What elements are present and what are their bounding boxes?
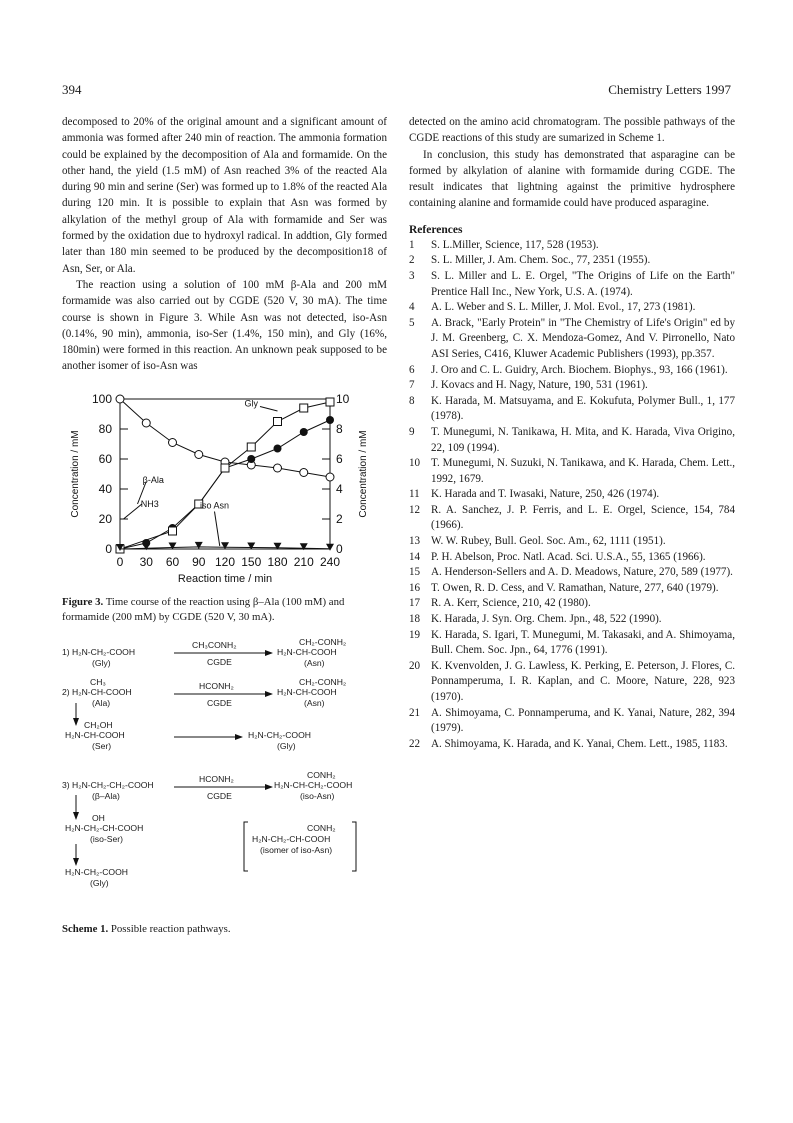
reference-number: 17	[409, 597, 421, 610]
reference-number: 16	[409, 581, 421, 594]
data-point-open-circle	[274, 464, 282, 472]
scheme-1	[62, 636, 387, 919]
figure-caption-label: Figure 3.	[62, 595, 104, 608]
y-tick-label-left: 80	[98, 421, 112, 436]
gly-2-label: (Gly)	[277, 740, 296, 751]
references-heading: References	[409, 223, 463, 236]
reference-number: 19	[409, 628, 421, 641]
reference-text: K. Harada, J. Syn. Org. Chem. Jpn., 48, 522 (1990).	[431, 613, 662, 626]
reference-number: 4	[409, 301, 415, 314]
journal-title: Chemistry Letters 1997	[608, 82, 731, 97]
reference-item	[409, 550, 735, 566]
reference-text: R. A. Sanchez, J. P. Ferris, and L. E. Orgel, Science, 154, 784 (1966).	[431, 503, 735, 532]
s2-product: H₂N-CH-COOH	[277, 686, 337, 697]
x-tick-label: 240	[319, 554, 341, 569]
right-paragraph-2: In conclusion, this study has demonstrated that asparagine can be formed by alkylation of alanine with formamide during CGDE. The result indicates that lightning against the primitive hydrosphere containing alanine and formamide could have produced asparagine.	[409, 148, 735, 210]
x-tick-label: 60	[165, 554, 180, 569]
reference-item	[409, 581, 735, 597]
reference-item	[409, 503, 735, 534]
s3-cond: CGDE	[207, 790, 232, 801]
reference-item	[409, 456, 735, 487]
chart	[62, 389, 387, 589]
arrow-nh3	[124, 504, 142, 519]
reference-text: A. Brack, "Early Protein" in "The Chemistry of Life's Origin" ed by J. M. Greenberg, C. X. Mendoza-Gomez, And V. Pirronello, Nato ASI Series, C416, Kluwer Academic Publishers (1993), pp.357.	[431, 316, 735, 360]
reference-item	[409, 612, 735, 628]
plot-frame	[120, 399, 330, 549]
reference-number: 2	[409, 254, 415, 267]
reference-text: W. W. Rubey, Bull. Geol. Soc. Am., 62, 1111 (1951).	[431, 535, 666, 548]
data-point-open-square	[221, 464, 229, 472]
scheme-caption-label: Scheme 1.	[62, 922, 109, 935]
y-tick-label-right: 4	[336, 481, 343, 496]
reference-text: T. Owen, R. D. Cess, and V. Ramathan, Nature, 277, 640 (1979).	[431, 581, 719, 594]
data-point-open-circle	[116, 395, 124, 403]
y-tick-label-right: 0	[336, 541, 343, 556]
right-column	[409, 114, 735, 752]
s2-prod-top: CH₂-CONH₂	[299, 676, 347, 687]
reference-text: T. Munegumi, N. Tanikawa, H. Mita, and K. Harada, Viva Origino, 22, 109 (1994).	[431, 425, 735, 454]
data-point-filled-circle	[247, 455, 255, 463]
reference-item	[409, 253, 735, 269]
x-tick-label: 90	[192, 554, 206, 569]
data-point-open-circle	[300, 468, 308, 476]
reference-number: 18	[409, 613, 421, 626]
reference-item	[409, 269, 735, 300]
reference-text: A. L. Weber and S. L. Miller, J. Mol. Evol., 17, 273 (1981).	[431, 301, 696, 314]
x-tick-label: 180	[267, 554, 288, 569]
annotation-gly: Gly	[244, 398, 258, 409]
reference-text: S. L. Miller and L. E. Orgel, "The Origins of Life on the Earth" Prentice Hall Inc., New York, U.S. A. (1974).	[431, 269, 735, 298]
s1-cond: CGDE	[207, 656, 232, 667]
data-point-open-circle	[195, 450, 203, 458]
reference-item	[409, 425, 735, 456]
reference-text: J. Oro and C. L. Guidry, Arch. Biochem. Biophys., 93, 166 (1961).	[431, 363, 728, 376]
iso-label: (isomer of iso-Asn)	[260, 844, 333, 855]
s1-reagent: CH₃CONH₂	[192, 639, 237, 650]
data-point-filled-triangle	[247, 542, 255, 549]
figure-caption	[62, 595, 387, 625]
s2-ala: (Ala)	[92, 697, 111, 708]
s2-asn: (Asn)	[304, 697, 325, 708]
data-point-open-circle	[169, 438, 177, 446]
data-point-filled-triangle	[195, 542, 203, 549]
x-axis-label: Reaction time / min	[177, 572, 273, 585]
data-point-filled-circle	[300, 428, 308, 436]
data-point-open-circle	[326, 473, 334, 481]
reference-item	[409, 534, 735, 550]
reference-number: 6	[409, 363, 415, 376]
data-point-filled-circle	[274, 444, 282, 452]
reference-number: 7	[409, 379, 415, 392]
y-tick-label-left: 60	[98, 451, 112, 466]
reference-number: 5	[409, 316, 415, 329]
s2-reactant: 2) H₂N-CH-COOH	[62, 686, 132, 697]
reference-item	[409, 300, 735, 316]
s1-prod-top: CH₂-CONH₂	[299, 636, 347, 647]
x-tick-label: 210	[293, 554, 314, 569]
reference-item	[409, 487, 735, 503]
s3-prod-top: CONH₂	[307, 769, 336, 780]
reference-number: 14	[409, 550, 421, 563]
s1-reactant: 1) H₂N-CH₂-COOH	[62, 646, 136, 657]
reference-item	[409, 565, 735, 581]
s3-isoasn: (iso-Asn)	[300, 790, 335, 801]
reference-text: S. L. Miller, J. Am. Chem. Soc., 77, 2351 (1955).	[431, 254, 651, 267]
reference-text: T. Munegumi, N. Suzuki, N. Tanikawa, and K. Harada, Chem. Lett., 1992, 1679.	[431, 457, 735, 485]
y-tick-label-left: 100	[91, 391, 112, 406]
reference-text: K. Harada, S. Igari, T. Munegumi, M. Takasaki, and A. Shimoyama, Bull. Chem. Soc. Jpn., 64, 1776 (1991).	[431, 628, 735, 657]
data-point-open-square	[169, 527, 177, 535]
reference-item	[409, 737, 735, 753]
ser-label: (Ser)	[92, 740, 112, 751]
y-tick-label-right: 10	[336, 391, 350, 406]
ser-top: CH₂OH	[84, 719, 113, 730]
reference-text: R. A. Kerr, Science, 210, 42 (1980).	[431, 597, 591, 610]
reference-number: 3	[409, 269, 415, 282]
data-point-filled-triangle	[221, 542, 229, 549]
reference-text: K. Harada and T. Iwasaki, Nature, 250, 426 (1974).	[431, 488, 660, 501]
s3-product: H₂N-CH-CH₂-COOH	[274, 779, 353, 790]
arrow-iso-asn	[215, 511, 220, 546]
reference-item	[409, 706, 735, 737]
data-point-filled-circle	[326, 416, 334, 424]
data-point-open-square	[326, 398, 334, 406]
gly-3: H₂N-CH₂-COOH	[65, 866, 129, 877]
iso: H₂N-CH₂-CH-COOH	[252, 833, 331, 844]
reference-text: P. H. Abelson, Proc. Natl. Acad. Sci. U.S.A., 55, 1365 (1966).	[431, 550, 706, 563]
reference-number: 20	[409, 659, 421, 672]
x-tick-label: 150	[241, 554, 262, 569]
y-tick-label-left: 0	[105, 541, 112, 556]
reference-text: A. Shimoyama, K. Harada, and K. Yanai, Chem. Lett., 1985, 1183.	[431, 737, 728, 750]
reference-item	[409, 628, 735, 659]
reference-number: 8	[409, 394, 415, 407]
annotation-nh3: NH3	[140, 498, 159, 509]
s2-reagent: HCONH₂	[199, 680, 234, 691]
right-paragraph-1: detected on the amino acid chromatogram. The possible pathways of the CGDE reactions of this study are sumarized in Scheme 1.	[409, 116, 735, 145]
data-point-filled-triangle	[326, 543, 334, 550]
annotation-beta-ala: β-Ala	[142, 474, 164, 485]
body-paragraph-2: The reaction using a solution of 100 mM β-Ala and 200 mM formamide was also carried out by CGDE (520 V, 30 mA). The time course is shown in Figure 3. While Asn was not detected, iso-Asn (0.14%, 90 min), ammonia, iso-Ser (1.4%, 150 min), and Gly (16%, 180min) were formed in this reaction. An unknown peak supposed to be another isomer of iso-Asn was	[62, 278, 387, 373]
left-column	[62, 114, 387, 935]
y-axis-label-right: Concentration / mM	[358, 430, 369, 518]
data-point-open-square	[247, 443, 255, 451]
reference-number: 22	[409, 737, 421, 750]
reference-number: 9	[409, 425, 415, 438]
reference-item	[409, 596, 735, 612]
reference-number: 1	[409, 238, 415, 251]
s1-product: H₂N-CH-COOH	[277, 646, 337, 657]
reference-number: 21	[409, 706, 421, 719]
reference-number: 15	[409, 566, 421, 579]
reference-item	[409, 378, 735, 394]
y-axis-label-left: Concentration / mM	[70, 430, 81, 518]
reference-item	[409, 394, 735, 425]
iser-label: (iso-Ser)	[90, 833, 123, 844]
gly-2: H₂N-CH₂-COOH	[248, 729, 312, 740]
reference-text: A. Henderson-Sellers and A. D. Meadows, Nature, 270, 589 (1977).	[431, 566, 733, 579]
reference-item	[409, 659, 735, 706]
iser-top: OH	[92, 812, 105, 823]
s2-cond: CGDE	[207, 697, 232, 708]
figure-3	[62, 389, 387, 589]
reference-text: A. Shimoyama, C. Ponnamperuma, and K. Yanai, Nature, 282, 394 (1979).	[431, 706, 735, 735]
s2-top: CH₃	[90, 676, 106, 687]
s3-reactant: 3) H₂N-CH₂-CH₂-COOH	[62, 779, 154, 790]
x-tick-label: 30	[139, 554, 153, 569]
reference-item	[409, 363, 735, 379]
page-number: 394	[62, 82, 82, 97]
s3-bala: (β–Ala)	[92, 790, 120, 801]
data-point-filled-triangle	[169, 542, 177, 549]
y-tick-label-right: 2	[336, 511, 343, 526]
reference-text: K. Kvenvolden, J. G. Lawless, K. Perking, E. Peterson, J. Flores, C. Ponnamperuma, I. R. Kaplan, and C. Moore, Nature, 228, 923 (1970).	[431, 659, 735, 703]
y-tick-label-right: 8	[336, 421, 343, 436]
body-paragraph-1: decomposed to 20% of the original amount and a significant amount of ammonia was formed after 240 min of reaction. The ammonia formation could be explained by the decomposition of Ala and formamide. On the other hand, the yield (1.5 mM) of Asn reached 3% of the reacted Ala during 90 min and serine (Ser) was formed up to 1.8% of the reacted Ala during 120 min. It is possible to explain that Asn was formed by alkylation of the methyl group of Ala with formamide and Ser was formed by the oxidation due to hydroxyl radical. In addtion, Gly formed later than 180 min seemed to be produced by the decomposition18 of Asn, Ser, or Ala.	[62, 116, 387, 275]
reference-number: 12	[409, 503, 421, 516]
reference-text: K. Harada, M. Matsuyama, and E. Kokufuta, Polymer Bull., 1, 177 (1978).	[431, 394, 735, 423]
references-list	[409, 238, 735, 753]
iser: H₂N-CH₂-CH-COOH	[65, 822, 144, 833]
y-tick-label-right: 6	[336, 451, 343, 466]
reference-number: 13	[409, 535, 421, 548]
gly-3-label: (Gly)	[90, 877, 109, 888]
reference-text: S. L.Miller, Science, 117, 528 (1953).	[431, 238, 599, 251]
ser: H₂N-CH-COOH	[65, 729, 125, 740]
s1-gly: (Gly)	[92, 657, 111, 668]
y-tick-label-left: 20	[98, 511, 112, 526]
reference-number: 10	[409, 457, 421, 470]
reference-item	[409, 316, 735, 363]
scheme-caption-text: Possible reaction pathways.	[108, 922, 231, 935]
x-tick-label: 120	[214, 554, 236, 569]
s1-asn: (Asn)	[304, 657, 325, 668]
reference-item	[409, 238, 735, 254]
reference-number: 11	[409, 488, 420, 501]
data-point-open-circle	[142, 419, 150, 427]
s3-reagent: HCONH₂	[199, 773, 234, 784]
scheme-caption	[62, 923, 387, 935]
y-tick-label-left: 40	[98, 481, 112, 496]
arrow-gly	[260, 406, 278, 411]
annotation-iso-asn: iso Asn	[199, 500, 230, 511]
data-point-open-square	[274, 417, 282, 425]
data-point-open-square	[300, 404, 308, 412]
reference-text: J. Kovacs and H. Nagy, Nature, 190, 531 (1961).	[431, 379, 648, 392]
x-tick-label: 0	[116, 554, 124, 569]
figure-caption-text: Time course of the reaction using β–Ala (100 mM) and formamide (200 mM) by CGDE (520 V, 30 mA).	[62, 595, 345, 623]
iso-top: CONH₂	[307, 822, 336, 833]
